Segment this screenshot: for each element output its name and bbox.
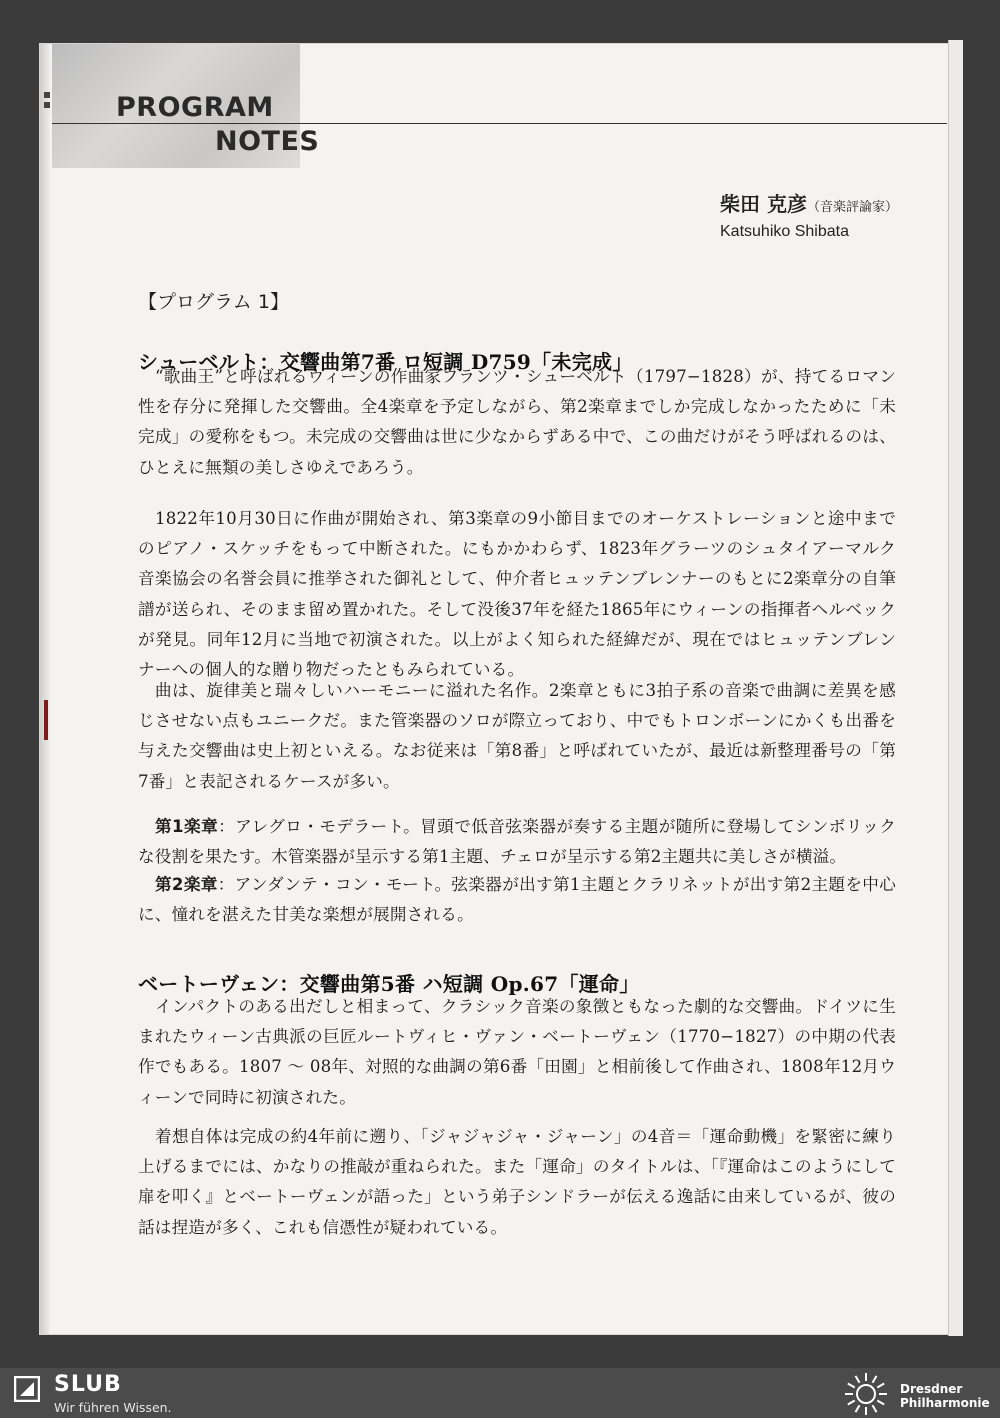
author-role: （音楽評論家）: [806, 200, 898, 215]
paragraph: インパクトのある出だしと相まって、クラシック音楽の象徴ともなった劇的な交響曲。ドイツに生まれたウィーン古典派の巨匠ルートヴィヒ・ヴァン・ベートーヴェン（1770−1827）の中期の代表作でもある。1807 〜 08年、対照的な曲調の第6番「田園」と相前後して作曲され、1808年12月ウィーンで同時に初演された。: [138, 997, 896, 1107]
spine-mark: [44, 700, 48, 740]
movement-text: ：アレグロ・モデラート。冒頭で低音弦楽器が奏する主題が随所に登場してシンボリックな役割を果たす。木管楽器が呈示する第1主題、チェロが呈示する第2主題共に美しさが横溢。: [138, 817, 896, 867]
page-edge: [948, 40, 963, 1336]
dresdner-philharmonie-name: [900, 1382, 990, 1410]
page-spine: [40, 44, 50, 1334]
binding-mark: [44, 92, 50, 98]
header-rule: [52, 123, 947, 124]
work-title-beethoven: ベートーヴェン：交響曲第5番 ハ短調 Op.67「運命」: [138, 972, 640, 996]
dp-line2: Philharmonie: [900, 1396, 990, 1410]
dp-line1: Dresdner: [900, 1382, 963, 1396]
author-block: [720, 188, 898, 241]
slub-logo-icon: [14, 1376, 40, 1402]
paragraph: 着想自体は完成の約4年前に遡り、「ジャジャジャ・ジャーン」の4音＝「運命動機」を緊密に練り上げるまでには、かなりの推敲が重ねられた。また「運命」のタイトルは、「『運命はこのようにして扉を叩く』とベートーヴェンが語った」という弟子シンドラーが伝える逸話に由来しているが、彼の話は捏造が多く、これも信憑性が疑われている。: [138, 1127, 896, 1237]
binding-mark: [44, 102, 50, 108]
work-title-schubert: シューベルト：交響曲第7番 ロ短調 D759「未完成」: [138, 350, 633, 374]
slub-name: SLUB: [54, 1372, 122, 1397]
dresdner-philharmonie-logo-icon: [842, 1371, 890, 1417]
author-name-en: Katsuhiko Shibata: [720, 223, 849, 240]
program-label: 【プログラム 1】: [138, 291, 289, 313]
header-notes: NOTES: [215, 126, 320, 157]
slub-tagline: Wir führen Wissen.: [54, 1400, 172, 1415]
paragraph: 1822年10月30日に作曲が開始され、第3楽章の9小節目までのオーケストレーションと途中までのピアノ・スケッチをもって中断された。にもかかわらず、1823年グラーツのシュタイアーマルク音楽協会の名誉会員に推挙された御礼として、仲介者ヒュッテンブレンナーのもとに2楽章分の自筆譜が送られ、そのまま留め置かれた。そして没後37年を経た1865年にウィーンの指揮者ヘルベックが発見。同年12月に当地で初演された。以上がよく知られた経緯だが、現在ではヒュッテンブレンナーへの個人的な贈り物だったともみられている。: [138, 509, 896, 680]
movement-label: 第1楽章: [155, 817, 219, 836]
movement-paragraph: [138, 870, 896, 930]
paragraph: “歌曲王”と呼ばれるウィーンの作曲家フランツ・シューベルト（1797−1828）が、持てるロマン性を存分に発揮した交響曲。全4楽章を予定しながら、第2楽章までしか完成しなかったために「未完成」の愛称をもつ。未完成の交響曲は世に少なからずある中で、この曲だけがそう呼ばれるのは、ひとえに無類の美しさゆえであろう。: [138, 367, 896, 477]
header-program: PROGRAM: [116, 92, 274, 123]
movement-paragraph: [138, 812, 896, 872]
paragraph: 曲は、旋律美と瑞々しいハーモニーに溢れた名作。2楽章ともに3拍子系の音楽で曲調に差異を感じさせない点もユニークだ。また管楽器のソロが際立っており、中でもトロンボーンにかくも出番を与えた交響曲は史上初といえる。なお従来は「第8番」と呼ばれていたが、最近は新整理番号の「第7番」と表記されるケースが多い。: [138, 681, 896, 791]
movement-text: ：アンダンテ・コン・モート。弦楽器が出す第1主題とクラリネットが出す第2主題を中心に、憧れを湛えた甘美な楽想が展開される。: [138, 875, 896, 925]
movement-label: 第2楽章: [155, 875, 218, 894]
author-name-jp: 柴田 克彦: [720, 192, 807, 216]
